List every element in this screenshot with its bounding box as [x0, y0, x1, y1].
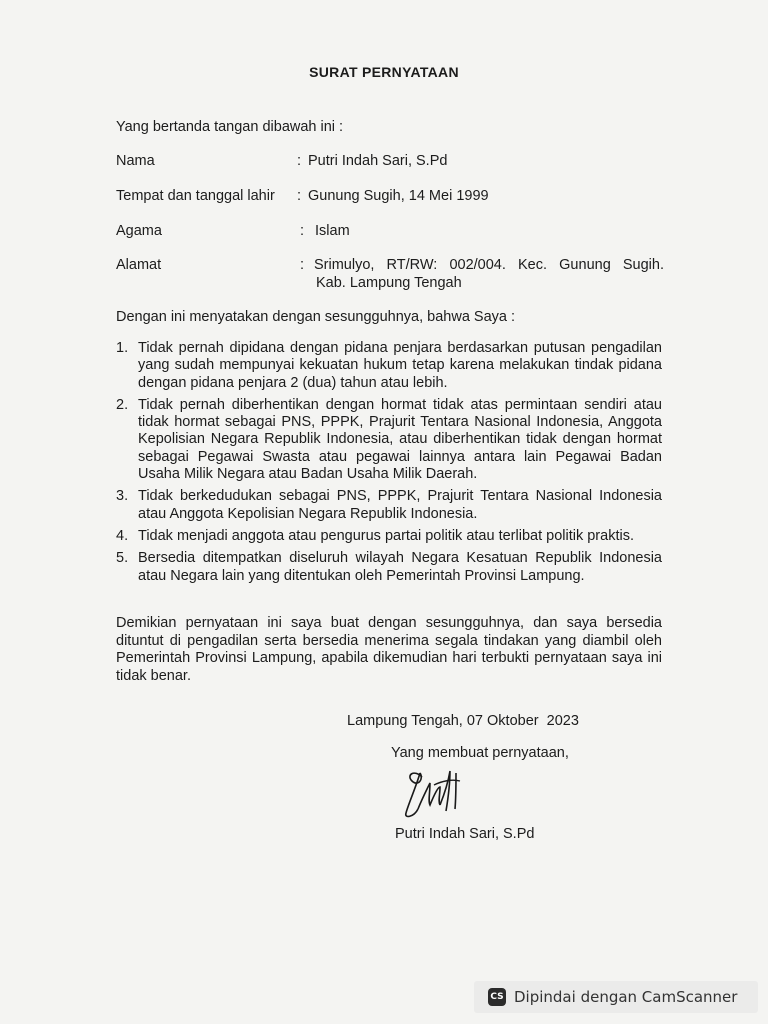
camscanner-logo-icon: CS [488, 988, 506, 1006]
field-label: Alamat [116, 257, 162, 273]
list-item [116, 488, 662, 523]
intro-text: Yang bertanda tangan dibawah ini : [116, 119, 344, 135]
signer-label: Yang membuat pernyataan, [391, 745, 569, 761]
watermark-text: Dipindai dengan CamScanner [514, 988, 738, 1006]
list-item-number: 4. [116, 527, 129, 544]
field-label: Tempat dan tanggal lahir [116, 188, 275, 204]
list-item [116, 397, 662, 483]
field-label: Nama [116, 153, 155, 169]
field-value: Islam [315, 223, 350, 239]
field-colon: : [300, 223, 305, 239]
signer-name: Putri Indah Sari, S.Pd [395, 826, 535, 842]
field-value: Putri Indah Sari, S.Pd [308, 153, 448, 169]
closing-paragraph: Demikian pernyataan ini saya buat dengan sesungguhnya, dan saya bersedia dituntut di pengadilan serta bersedia menerima segala tindakan yang diambil oleh Pemerintah Provinsi Lampung, apabila dikemudian hari terbukti pernyataan saya ini tidak benar. [116, 615, 662, 684]
place-date: Lampung Tengah, 07 Oktober 2023 [347, 713, 579, 729]
list-item-text: Bersedia ditempatkan diseluruh wilayah Negara Kesatuan Republik Indonesia atau Negara lain yang ditentukan oleh Pemerintah Provinsi Lampung. [138, 550, 662, 584]
field-value-line1: Srimulyo, RT/RW: 002/004. Kec. Gunung Sugih. [314, 257, 664, 273]
field-colon: : [297, 188, 302, 204]
list-item [116, 550, 662, 585]
list-item-number: 1. [116, 340, 129, 356]
list-item-number: 2. [116, 396, 129, 413]
list-item-text: Tidak pernah diberhentikan dengan hormat tidak atas permintaan sendiri atau tidak hormat sebagai PNS, PPPK, Prajurit Tentara Nasional Indonesia, Anggota Kepolisian Negara Republik Indonesia, atau diberhentikan tidak dengan hormat sebagai Pegawai Swasta atau pegawai lainnya antara lain Pegawai Badan Usaha Milik Negara atau Badan Usaha Milik Daerah. [138, 396, 662, 483]
field-label: Agama [116, 223, 162, 239]
statement-list [116, 340, 662, 590]
camscanner-watermark [474, 981, 758, 1013]
statement-text: Dengan ini menyatakan dengan sesungguhnya, bahwa Saya : [116, 309, 516, 325]
list-item [116, 528, 662, 545]
list-item-text: Tidak berkedudukan sebagai PNS, PPPK, Prajurit Tentara Nasional Indonesia atau Anggota Kepolisian Negara Republik Indonesia. [138, 488, 662, 522]
field-colon: : [297, 153, 302, 169]
document-title: SURAT PERNYATAAN [309, 64, 459, 80]
signature-image [400, 765, 470, 821]
list-item [116, 340, 662, 392]
field-value-line2: Kab. Lampung Tengah [316, 275, 462, 291]
field-value: Gunung Sugih, 14 Mei 1999 [308, 188, 489, 204]
list-item-number: 5. [116, 550, 129, 567]
list-item-text: Tidak pernah dipidana dengan pidana penjara berdasarkan putusan pengadilan yang sudah mempunyai kekuatan hukum tetap karena melakukan tindak pidana dengan pidana penjara 2 (dua) tahun atau lebih. [138, 340, 662, 391]
list-item-text: Tidak menjadi anggota atau pengurus partai politik atau terlibat politik praktis. [138, 527, 634, 544]
field-colon: : [300, 257, 305, 273]
list-item-number: 3. [116, 488, 129, 505]
